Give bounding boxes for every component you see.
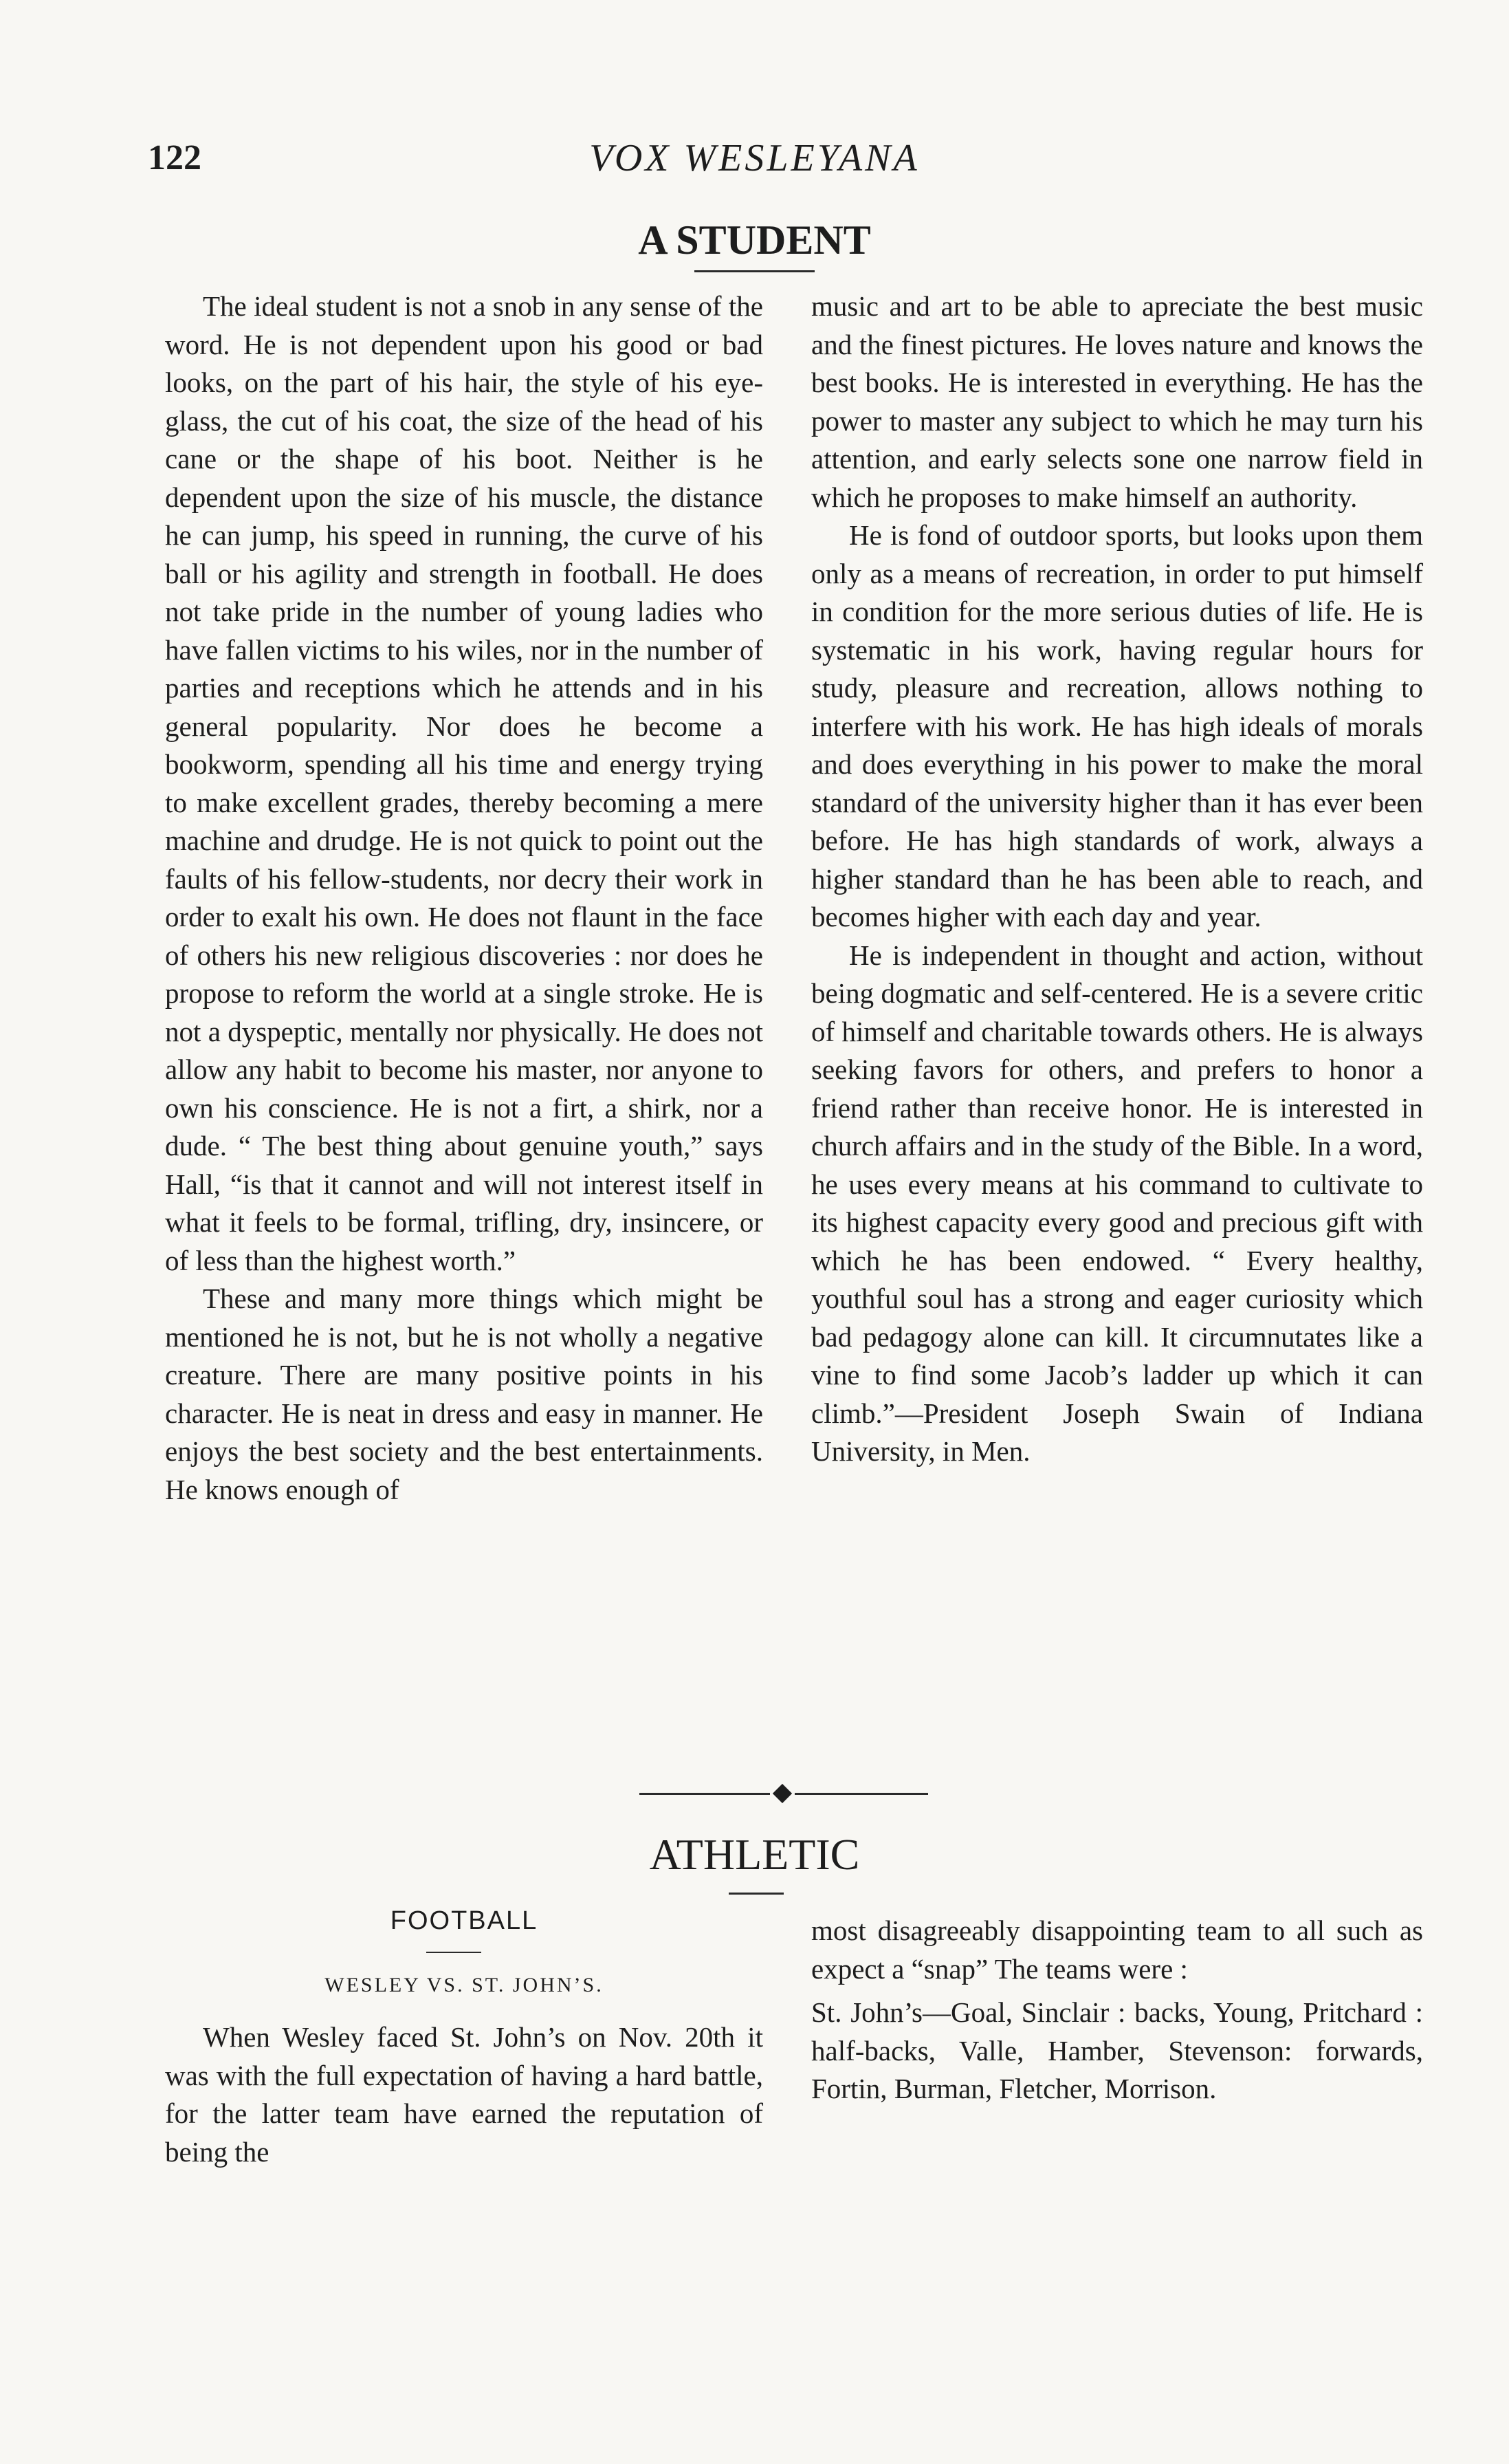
paragraph: He is fond of outdoor sports, but looks upon them only as a means of recreation, in order to put himself in condition for the more serious duties of life. He is systematic in his work, having regular hours for study, pleasure and recreation, allows nothing to interfere with his work. He has high ideals of morals and does everything in his power to make the moral standard of the university higher than it has ever been before. He has high standards of work, always a higher standard than he has been able to reach, and becomes higher with each day and year.	[811, 519, 1423, 933]
team-lineup: St. John’s—Goal, Sinclair : backs, Young, Pritchard : half-backs, Valle, Hamber, Stevenson: forwards, Fortin, Burman, Fletcher, Morrison.	[811, 1996, 1423, 2104]
page-number: 122	[148, 138, 201, 177]
athletic-right-column	[811, 1912, 1423, 2108]
paragraph: These and many more things which might be mentioned he is not, but he is not wholly a negative creature. There are many positive points in his character. He is neat in dress and easy in manner. He enjoys the best society and the best entertainments. He knows enough of	[165, 1283, 763, 1505]
section-heading-football: FOOTBALL	[390, 1906, 538, 1935]
paragraph: most disagreeably disappointing team to all such as expect a “snap” The teams were :	[811, 1915, 1423, 1985]
divider-line-right	[795, 1793, 928, 1795]
student-right-column	[811, 287, 1423, 1471]
section-divider-ornament	[639, 1780, 928, 1807]
article-title-athletic: ATHLETIC	[649, 1830, 860, 1879]
paragraph: When Wesley faced St. John’s on Nov. 20th it was with the full expectation of having a hard battle, for the latter team have earned the reputation of being the	[165, 2021, 763, 2168]
title-underline	[729, 1893, 784, 1895]
title-underline	[694, 270, 815, 272]
paragraph: He is independent in thought and action, without being dogmatic and self-centered. He is a severe critic of himself and charitable towards others. He is always seeking favors for others, and prefers to honor a friend rather than receive honor. He is interested in church affairs and in the study of the Bible. In a word, he uses every means at his command to cultivate to its highest capacity every good and precious gift with which he has been endowed. “ Every healthy, youthful soul has a strong and eager curiosity which bad pedagogy alone can kill. It circumnutates like a vine to find some Jacob’s ladder up which it can climb.”—President Joseph Swain of Indiana University, in Men.	[811, 939, 1423, 1467]
paragraph: The ideal student is not a snob in any sense of the word. He is not dependent upon his good or bad looks, on the part of his hair, the style of his eye-glass, the cut of his coat, the size of the head of his cane or the shape of his boot. Neither is he dependent upon the size of his muscle, the distance he can jump, his speed in running, the curve of his ball or his agility and strength in football. He does not take pride in the number of young ladies who have fallen victims to his wiles, nor in the number of parties and receptions which he attends and in his general popularity. Nor does he become a bookworm, spending all his time and energy trying to make excellent grades, thereby becoming a mere machine and drudge. He is not quick to point out the faults of his fellow-students, nor decry their work in order to exalt his own. He does not flaunt in the face of others his new religious discoveries : nor does he propose to reform the world at a single stroke. He is not a dyspeptic, mentally nor physically. He does not allow any habit to become his master, nor anyone to own his conscience. He is not a firt, a shirk, nor a dude. “ The best thing about genuine youth,” says Hall, “is that it cannot and will not interest itself in what it feels to be formal, trifling, dry, insincere, or of less than the highest worth.”	[165, 290, 763, 1276]
article-title-student: A STUDENT	[638, 217, 871, 263]
match-subheading: WESLEY VS. ST. JOHN’S.	[324, 1974, 604, 1996]
diamond-ornament-icon	[773, 1784, 792, 1803]
athletic-left-column	[165, 2018, 763, 2171]
divider-line-left	[639, 1793, 770, 1795]
journal-title: VOX WESLEYANA	[589, 137, 920, 179]
paragraph: music and art to be able to apreciate the best music and the finest pictures. He loves nature and knows the best books. He is interested in everything. He has the power to master any subject to which he may turn his attention, and early selects sone one narrow field in which he proposes to make himself an authority.	[811, 290, 1423, 513]
section-underline	[426, 1952, 481, 1953]
student-left-column	[165, 287, 763, 1509]
